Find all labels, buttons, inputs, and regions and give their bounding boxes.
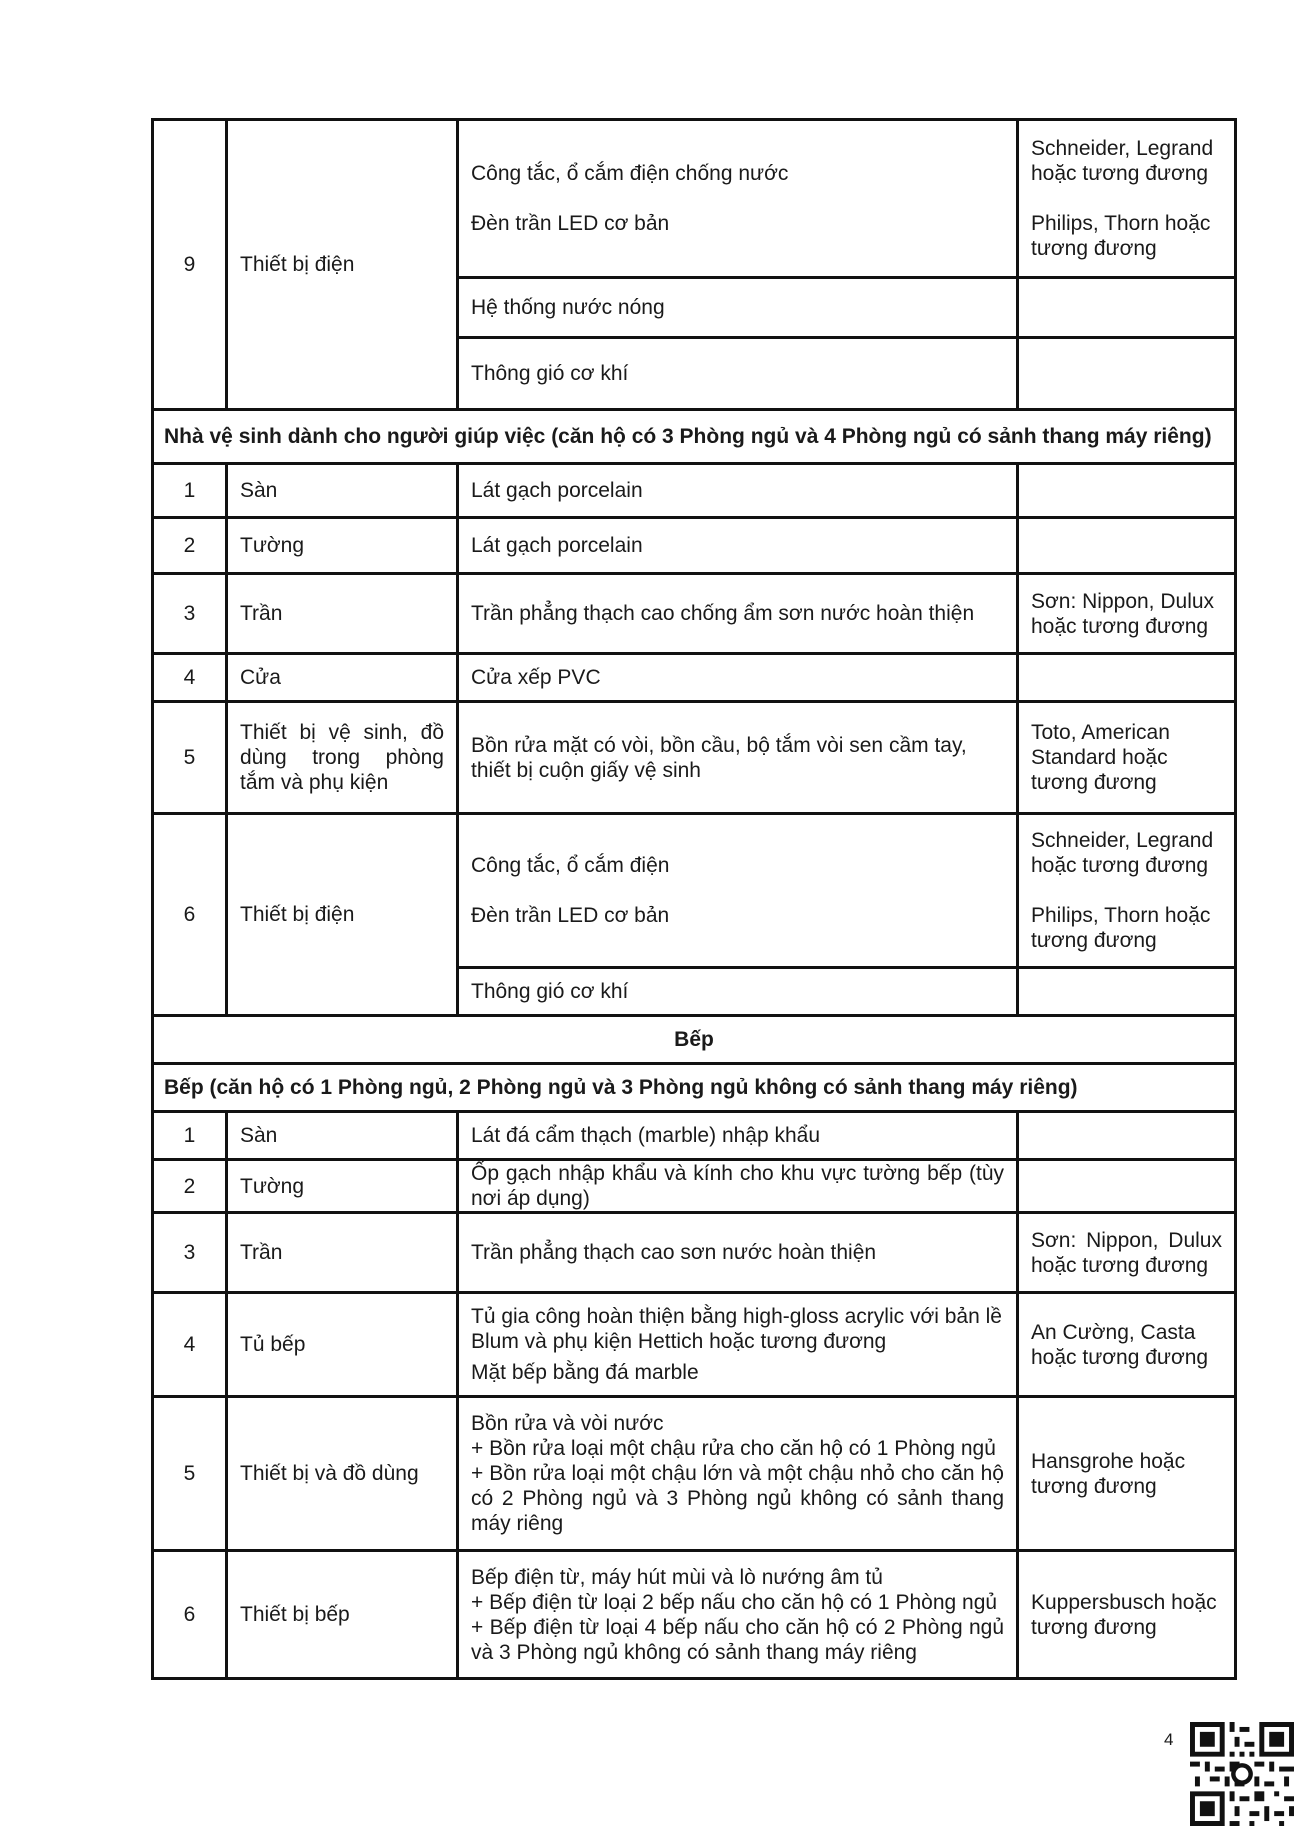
row-category: Trần	[227, 574, 458, 654]
table-row	[153, 1397, 1236, 1551]
row-description: Trần phẳng thạch cao sơn nước hoàn thiện	[458, 1213, 1018, 1293]
table-row	[153, 120, 1236, 278]
section-header: Nhà vệ sinh dành cho người giúp việc (căn hộ có 3 Phòng ngủ và 4 Phòng ngủ có sảnh thang máy riêng)	[153, 410, 1236, 464]
row-category: Tủ bếp	[227, 1293, 458, 1397]
item-text: + Bồn rửa loại một chậu rửa cho căn hộ có 1 Phòng ngủ	[471, 1437, 996, 1460]
table-row	[153, 702, 1236, 814]
row-number: 3	[153, 1213, 227, 1293]
section-title: Bếp	[153, 1016, 1236, 1064]
item-text: Tủ gia công hoàn thiện bằng high-gloss acrylic với bản lề Blum và phụ kiện Hettich hoặc tương đương	[471, 1305, 1002, 1353]
item-text: Đèn trần LED cơ bản	[471, 904, 670, 927]
row-number: 9	[153, 120, 227, 410]
table-row	[153, 654, 1236, 702]
table-row	[153, 1293, 1236, 1397]
row-description: Lát đá cẩm thạch (marble) nhập khẩu	[458, 1112, 1018, 1160]
table-row	[153, 574, 1236, 654]
row-number: 6	[153, 1551, 227, 1679]
row-number: 1	[153, 464, 227, 518]
row-category: Sàn	[227, 1112, 458, 1160]
row-description	[458, 1551, 1018, 1679]
row-number: 3	[153, 574, 227, 654]
row-number: 2	[153, 1160, 227, 1213]
row-brand	[1018, 120, 1236, 278]
row-description: Thông gió cơ khí	[458, 338, 1018, 410]
table-row	[153, 1213, 1236, 1293]
row-description: Thông gió cơ khí	[458, 968, 1018, 1016]
table-row	[153, 1112, 1236, 1160]
table-row	[153, 464, 1236, 518]
row-brand: Sơn: Nippon, Dulux hoặc tương đương	[1018, 1213, 1236, 1293]
brand-text: Philips, Thorn hoặc tương đương	[1031, 904, 1211, 952]
section-header-row	[153, 410, 1236, 464]
row-category: Trần	[227, 1213, 458, 1293]
row-number: 4	[153, 1293, 227, 1397]
row-brand	[1018, 278, 1236, 338]
item-text: Công tắc, ổ cắm điện	[471, 854, 670, 877]
row-description: Lát gạch porcelain	[458, 464, 1018, 518]
row-description	[458, 1293, 1018, 1397]
row-category: Thiết bị bếp	[227, 1551, 458, 1679]
row-category: Tường	[227, 518, 458, 574]
row-category: Thiết bị và đồ dùng	[227, 1397, 458, 1551]
specification-table	[151, 118, 1237, 1680]
item-text: + Bếp điện từ loại 2 bếp nấu cho căn hộ có 1 Phòng ngủ	[471, 1590, 998, 1614]
row-category: Thiết bị vệ sinh, đồ dùng trong phòng tắm và phụ kiện	[227, 702, 458, 814]
row-brand: Kuppersbusch hoặc tương đương	[1018, 1551, 1236, 1679]
table-row	[153, 1551, 1236, 1679]
row-brand	[1018, 814, 1236, 968]
section-header-row	[153, 1064, 1236, 1112]
row-brand: Toto, American Standard hoặc tương đương	[1018, 702, 1236, 814]
row-brand: An Cường, Casta hoặc tương đương	[1018, 1293, 1236, 1397]
row-description: Trần phẳng thạch cao chống ẩm sơn nước hoàn thiện	[458, 574, 1018, 654]
item-text: + Bếp điện từ loại 4 bếp nấu cho căn hộ có 2 Phòng ngủ và 3 Phòng ngủ không có sảnh thang máy riêng	[471, 1615, 1004, 1664]
row-brand	[1018, 968, 1236, 1016]
row-brand: Sơn: Nippon, Dulux hoặc tương đương	[1018, 574, 1236, 654]
item-text: + Bồn rửa loại một chậu lớn và một chậu nhỏ cho căn hộ có 2 Phòng ngủ và 3 Phòng ngủ không có sảnh thang máy riêng	[471, 1462, 1004, 1535]
row-category: Sàn	[227, 464, 458, 518]
brand-text: Schneider, Legrand hoặc tương đương	[1031, 829, 1214, 877]
row-description: Lát gạch porcelain	[458, 518, 1018, 574]
row-number: 5	[153, 702, 227, 814]
row-description: Cửa xếp PVC	[458, 654, 1018, 702]
row-brand	[1018, 654, 1236, 702]
row-brand	[1018, 464, 1236, 518]
table-row	[153, 518, 1236, 574]
section-title-row	[153, 1016, 1236, 1064]
row-brand	[1018, 518, 1236, 574]
qr-code-icon	[1190, 1722, 1294, 1826]
row-description	[458, 120, 1018, 278]
brand-text: Philips, Thorn hoặc tương đương	[1031, 212, 1211, 260]
brand-text: Schneider, Legrand hoặc tương đương	[1031, 137, 1214, 185]
item-text: Mặt bếp bằng đá marble	[471, 1361, 699, 1384]
row-number: 2	[153, 518, 227, 574]
table-row	[153, 1160, 1236, 1213]
item-text: Bếp điện từ, máy hút mùi và lò nướng âm tủ	[471, 1565, 883, 1589]
row-category: Thiết bị điện	[227, 814, 458, 1016]
page-number: 4	[1164, 1730, 1174, 1749]
row-brand	[1018, 1112, 1236, 1160]
row-category: Thiết bị điện	[227, 120, 458, 410]
section-header: Bếp (căn hộ có 1 Phòng ngủ, 2 Phòng ngủ và 3 Phòng ngủ không có sảnh thang máy riêng)	[153, 1064, 1236, 1112]
item-text: Đèn trần LED cơ bản	[471, 212, 670, 235]
row-brand	[1018, 1160, 1236, 1213]
row-number: 1	[153, 1112, 227, 1160]
table-row	[153, 814, 1236, 968]
row-description: Hệ thống nước nóng	[458, 278, 1018, 338]
item-text: Bồn rửa và vòi nước	[471, 1412, 664, 1435]
row-number: 4	[153, 654, 227, 702]
row-description: Ốp gạch nhập khẩu và kính cho khu vực tường bếp (tùy nơi áp dụng)	[458, 1160, 1018, 1213]
row-description	[458, 1397, 1018, 1551]
item-text: Công tắc, ổ cắm điện chống nước	[471, 162, 789, 185]
row-brand: Hansgrohe hoặc tương đương	[1018, 1397, 1236, 1551]
row-description: Bồn rửa mặt có vòi, bồn cầu, bộ tắm vòi sen cầm tay, thiết bị cuộn giấy vệ sinh	[458, 702, 1018, 814]
row-number: 6	[153, 814, 227, 1016]
row-brand	[1018, 338, 1236, 410]
row-category: Tường	[227, 1160, 458, 1213]
row-category: Cửa	[227, 654, 458, 702]
row-number: 5	[153, 1397, 227, 1551]
row-description	[458, 814, 1018, 968]
